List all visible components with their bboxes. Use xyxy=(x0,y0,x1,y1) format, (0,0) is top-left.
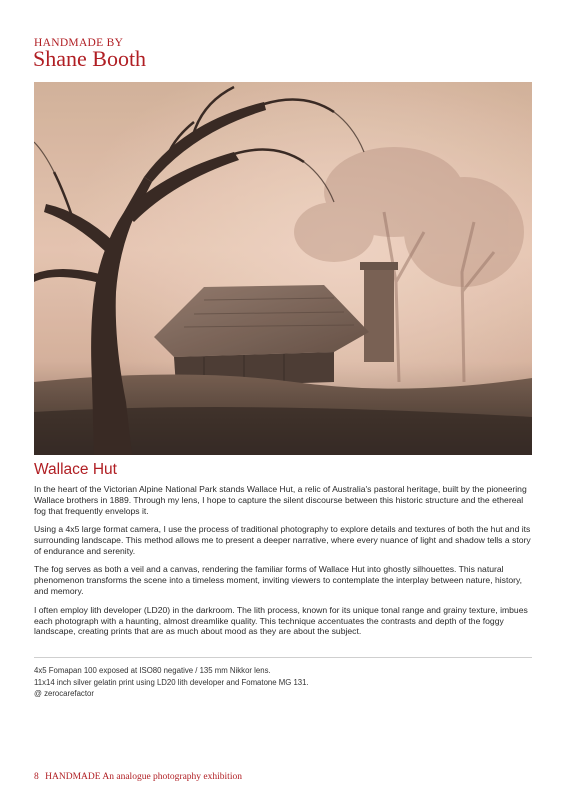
paragraph: In the heart of the Victorian Alpine National Park stands Wallace Hut, a relic of Australia's pastoral heritage, built by the pioneering Wallace brothers in 1889. Through my lens, I hope to capture the silent discourse between this historic structure and the ethereal fog that frequently envelops it. xyxy=(34,484,527,516)
paragraph: The fog serves as both a veil and a canvas, rendering the familiar forms of Wallace Hut into ghostly silhouettes. This natural phenomenon transforms the scene into a timeless moment, inviting viewers to contemplate the interplay between nature, history, and memory. xyxy=(34,564,523,597)
page-footer xyxy=(34,772,242,782)
paragraph: I often employ lith developer (LD20) in the darkroom. The lith process, known for its unique tonal range and grainy texture, imbues each photograph with a haunting, almost dreamlike quality. This technique accentuates the contrasts and depth of the foggy landscape, creating prints that are as much about mood as they are about the subject. xyxy=(34,604,528,637)
photographer-name: Shane Booth xyxy=(33,46,147,71)
technical-notes xyxy=(34,665,309,700)
note-print: 11x14 inch silver gelatin print using LD20 lith developer and Fomatone MG 131. xyxy=(34,677,309,687)
publication-title: HANDMADE An analogue photography exhibition xyxy=(45,772,242,782)
header-kicker: HANDMADE BY xyxy=(34,37,124,49)
article-body xyxy=(34,484,534,645)
note-handle: @ zerocarefactor xyxy=(34,689,94,698)
page-number: 8 xyxy=(34,772,39,782)
paragraph: Using a 4x5 large format camera, I use the process of traditional photography to explore details and textures of both the hut and its surrounding landscape. This method allows me to present a deeper narrative, where every nuance of light and shadow tells a story of endurance and serenity. xyxy=(34,524,531,557)
photo-artwork xyxy=(34,82,532,455)
article-title: Wallace Hut xyxy=(34,461,117,478)
divider xyxy=(34,657,532,658)
note-camera: 4x5 Fomapan 100 exposed at ISO80 negative / 135 mm Nikkor lens. xyxy=(34,666,271,675)
photograph-wallace-hut xyxy=(34,82,532,455)
